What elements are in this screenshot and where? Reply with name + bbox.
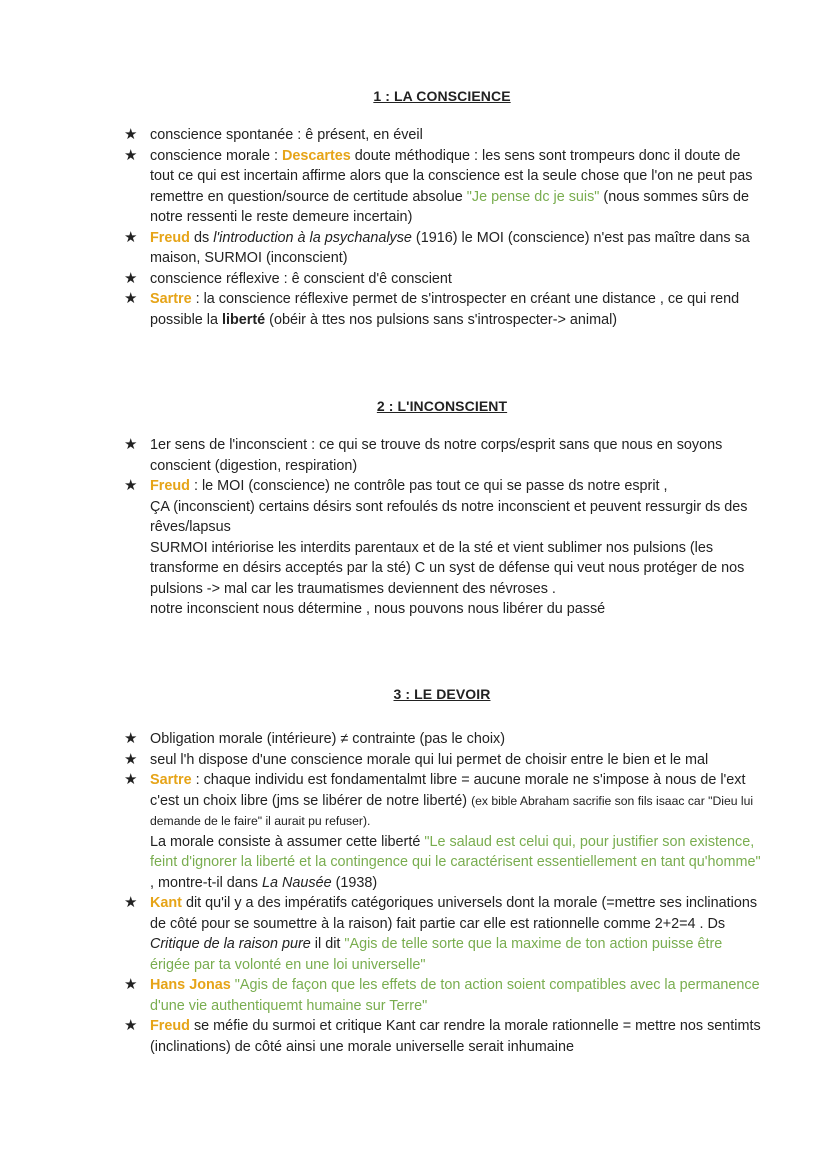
item-text: (1916) le MOI (conscience) n'est pas maître dans sa maison, SURMOI (inconscient) [150,229,750,266]
list-item [122,125,762,146]
section-heading: 1 : LA CONSCIENCE [373,88,511,104]
item-text: doute méthodique : les sens sont trompeurs donc il doute de tout ce qui est incertain affirme alors que la conscience est la seule chose que l'on ne peut pas remettre en question/source de certitude absolue [150,147,753,205]
item-paragraph [150,832,762,894]
work-title: Critique de la raison pure [150,936,311,952]
star-icon: ★ [124,126,138,143]
star-icon: ★ [124,894,138,911]
quote-text: "Agis de telle sorte que la maxime de ton action puisse être érigée par ta volonté en une loi universelle" [150,936,723,973]
bullet-list [122,729,762,1057]
item-text: : le MOI (conscience) ne contrôle pas tout ce qui se passe ds notre esprit , [189,478,668,494]
section-conscience [122,88,762,330]
list-item [122,1016,762,1057]
item-text: La morale consiste à assumer cette liberté [150,833,425,850]
philosopher-name: Sartre [150,291,192,307]
item-text: il dit [310,936,345,952]
item-text: seul l'h dispose d'une conscience morale qui lui permet de choisir entre le bien et le mal [150,751,709,768]
item-text: conscience spontanée : ê présent, en éveil [150,127,423,143]
star-icon: ★ [124,477,138,494]
philosopher-name: Descartes [281,147,351,164]
list-item [122,289,762,330]
list-item [122,269,762,290]
star-icon: ★ [124,750,138,768]
philosopher-name: Freud [150,478,190,494]
star-icon: ★ [124,771,138,788]
item-paragraph: ÇA (inconscient) certains désirs sont refoulés ds notre inconscient et peuvent ressurgir ds des rêves/lapsus [150,498,748,535]
item-paragraph: notre inconscient nous détermine , nous pouvons nous libérer du passé [150,601,606,617]
item-text: ds [189,229,214,246]
item-text: dit qu'il y a des impératifs catégoriques universels dont la morale (=mettre ses inclinations de côté pour se soumettre à la raison) fait partie car elle est rationnelle comme 2+2=4 . Ds [150,895,758,932]
item-text: , montre-t-il dans [150,874,262,891]
star-icon: ★ [124,228,138,246]
bullet-list [122,125,762,330]
section-heading: 2 : L'INCONSCIENT [376,398,508,414]
item-text: se méfie du surmoi et critique Kant car rendre la morale rationnelle = mettre nos sentimts (inclinations) de côté ainsi une morale universelle serait inhumaine [150,1018,761,1055]
philosopher-name: Kant [150,895,182,911]
bold-keyword: liberté [222,311,266,328]
item-text: (1938) [331,874,378,891]
philosopher-name: Sartre [150,772,192,788]
list-item [122,975,762,1016]
item-paragraph: SURMOI intériorise les interdits parentaux et de la sté et vient sublimer nos pulsions (les transforme en désirs acceptés par la sté) C un syst de défense qui veut nous protéger de nos pulsions -> mal car les traumatismes deviennent des névroses . [150,539,745,597]
section-heading: 3 : LE DEVOIR [393,686,491,702]
list-item [122,770,762,893]
item-text: conscience morale : [150,147,282,164]
list-item [122,228,762,269]
item-text: : chaque individu est fondamentalmt libre = aucune morale ne s'impose à nous de l'ext c'est un choix libre (jms se libérer de notre liberté) [150,772,746,809]
item-text: Obligation morale (intérieure) ≠ contrainte (pas le choix) [150,731,506,747]
star-icon: ★ [124,436,138,453]
bullet-list [122,435,762,620]
section-devoir [122,686,762,1057]
section-inconscient [122,398,762,620]
quote-text: "Je pense dc je suis" [466,188,600,205]
list-item [122,893,762,975]
list-item [122,146,762,228]
star-icon: ★ [124,269,138,287]
item-text: (obéir à ttes nos pulsions sans s'introspecter-> animal) [265,311,618,328]
item-text: (nous sommes sûrs de notre ressenti le reste demeure incertain) [150,188,749,225]
star-icon: ★ [124,290,138,307]
small-note: (ex bible Abraham sacrifie son fils isaac car "Dieu lui demande de le faire" il aurait pu refuser). [150,793,754,828]
star-icon: ★ [124,976,138,993]
work-title: l'introduction à la psychanalyse [213,229,412,246]
item-text: : la conscience réflexive permet de s'introspecter en créant une distance , ce qui rend possible la [150,291,740,328]
star-icon: ★ [124,1017,138,1034]
list-item [122,435,762,476]
item-text: conscience réflexive : ê conscient d'ê conscient [150,270,452,287]
star-icon: ★ [124,146,138,164]
item-text: 1er sens de l'inconscient : ce qui se trouve ds notre corps/esprit sans que nous en soyons conscient (digestion, respiration) [150,437,723,474]
philosopher-name: Freud [150,229,190,246]
quote-text: "Agis de façon que les effets de ton action soient compatibles avec la permanence d'une vie authentiquemt humaine sur Terre" [150,977,760,1014]
list-item [122,476,762,620]
star-icon: ★ [124,730,138,747]
work-title: La Nausée [261,874,332,891]
philosopher-name: Freud [150,1018,190,1034]
list-item [122,750,762,771]
list-item [122,729,762,750]
quote-text: "Le salaud est celui qui, pour justifier son existence, feint d'ignorer la liberté et la contingence qui le caractérisent essentiellement en tant qu'homme" [150,833,761,870]
philosopher-name: Hans Jonas [150,977,231,993]
